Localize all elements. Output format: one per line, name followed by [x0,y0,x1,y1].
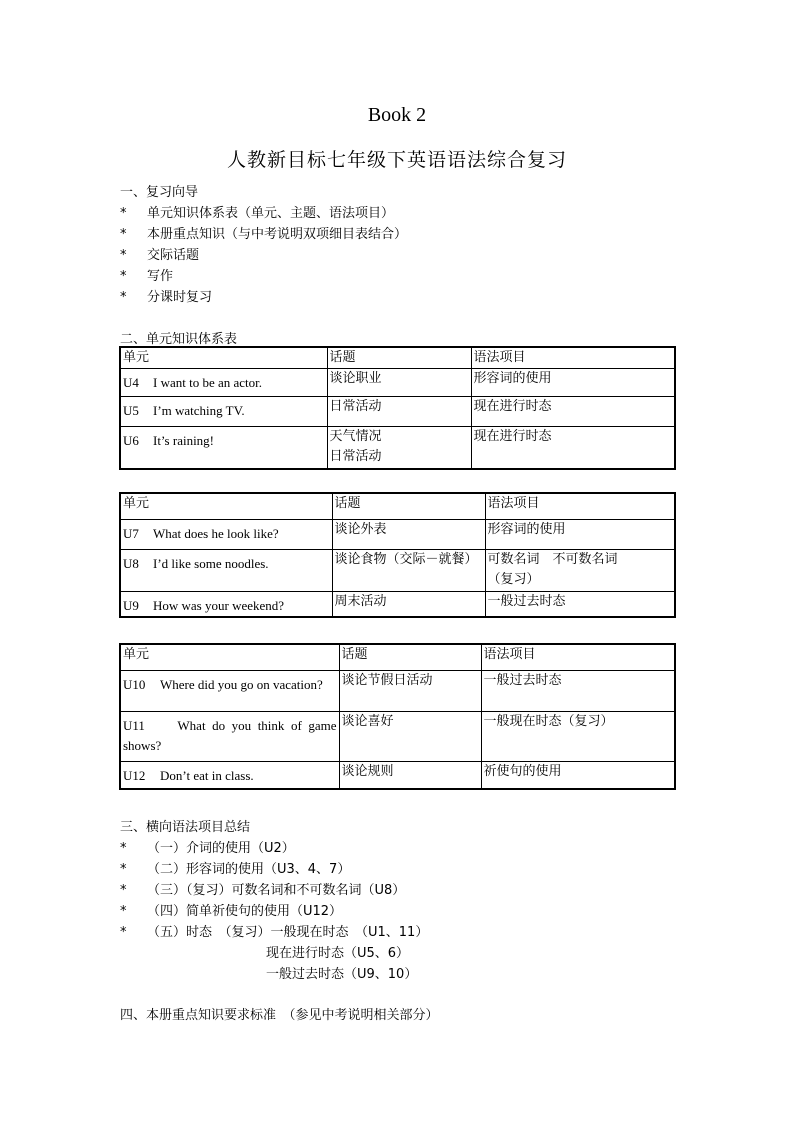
section1-item [120,223,407,242]
section1-heading: 一、复习向导 [120,185,199,200]
table-row [120,519,675,549]
bullet-marker: * [120,841,127,856]
section3-item [120,921,428,940]
section3-item [120,837,295,856]
topic-cell: 周末活动 [332,591,485,617]
unit-cell: U7 What does he look like? [120,519,332,549]
bullet-marker: * [120,248,127,263]
unit-cell: U6 It’s raining! [120,427,327,469]
section1-item [120,202,394,221]
section3-heading: 三、横向语法项目总结 [120,820,251,835]
section2-heading: 二、单元知识体系表 [120,332,238,347]
header-grammar: 语法项目 [485,493,675,519]
bullet-marker: * [120,883,127,898]
table-row [120,711,675,761]
header-grammar: 语法项目 [481,644,675,670]
section1-item-text: 分课时复习 [147,290,213,305]
bullet-marker: * [120,227,127,242]
unit-cell: U12 Don’t eat in class. [120,761,339,789]
section3-item [120,900,342,919]
section1-item-text: 交际话题 [147,248,200,263]
header-unit: 单元 [120,493,332,519]
unit-table-1 [119,346,676,470]
section1-item-text: 写作 [147,269,174,284]
section3-subitem: 现在进行时态（U5、6） [266,946,410,961]
header-topic: 话题 [332,493,485,519]
bullet-marker: * [120,925,127,940]
section3-item-text: （五）时态 （复习）一般现在时态 （U1、11） [147,925,429,940]
topic-cell: 天气情况 日常活动 [327,427,471,469]
section1-item [120,244,199,263]
section3-item-text: （四）简单祈使句的使用（U12） [147,904,343,919]
unit-cell: U4 I want to be an actor. [120,369,327,397]
unit-cell: U8 I’d like some noodles. [120,549,332,591]
topic-cell: 谈论食物（交际－就餐） [332,549,485,591]
grammar-cell: 一般过去时态 [481,670,675,711]
section1-item-text: 本册重点知识（与中考说明双项细目表结合） [147,227,408,242]
table-row [120,670,675,711]
bullet-marker: * [120,206,127,221]
section3-subitem: 一般过去时态（U9、10） [266,967,418,982]
section3-item [120,858,350,877]
topic-cell: 谈论职业 [327,369,471,397]
bullet-marker: * [120,290,127,305]
section4-heading: 四、本册重点知识要求标准 （参见中考说明相关部分） [120,1008,439,1023]
grammar-cell: 一般过去时态 [485,591,675,617]
unit-cell: U11 What do you think of game shows? [120,711,339,761]
section3-item-text: （一）介词的使用（U2） [147,841,295,856]
bullet-marker: * [120,862,127,877]
grammar-cell: 祈使句的使用 [481,761,675,789]
grammar-cell: 现在进行时态 [471,397,675,427]
section3-item-text: （二）形容词的使用（U3、4、7） [147,862,351,877]
document-title-en: Book 2 [367,104,427,126]
table-row [120,369,675,397]
table-row [120,761,675,789]
grammar-cell: 形容词的使用 [471,369,675,397]
section1-item-text: 单元知识体系表（单元、主题、语法项目） [147,206,395,221]
section1-item [120,265,173,284]
table-row [120,397,675,427]
header-unit: 单元 [120,347,327,369]
table-row [120,427,675,469]
topic-cell: 谈论外表 [332,519,485,549]
document-title-zh: 人教新目标七年级下英语语法综合复习 [226,149,567,171]
topic-cell: 谈论喜好 [339,711,481,761]
grammar-cell: 一般现在时态（复习） [481,711,675,761]
header-topic: 话题 [339,644,481,670]
table-row [120,591,675,617]
grammar-cell: 可数名词 不可数名词 （复习） [485,549,675,591]
table-header-row [120,493,675,519]
section3-item [120,879,405,898]
grammar-cell: 形容词的使用 [485,519,675,549]
table-row [120,549,675,591]
table-header-row [120,347,675,369]
section3-item-text: （三）（复习）可数名词和不可数名词（U8） [147,883,406,898]
unit-table-2 [119,492,676,618]
unit-cell: U5 I’m watching TV. [120,397,327,427]
bullet-marker: * [120,269,127,284]
grammar-cell: 现在进行时态 [471,427,675,469]
topic-cell: 谈论节假日活动 [339,670,481,711]
unit-table-3 [119,643,676,790]
unit-cell: U10 Where did you go on vacation? [120,670,339,711]
topic-cell: 谈论规则 [339,761,481,789]
header-topic: 话题 [327,347,471,369]
bullet-marker: * [120,904,127,919]
unit-cell: U9 How was your weekend? [120,591,332,617]
section1-item [120,286,212,305]
topic-cell: 日常活动 [327,397,471,427]
header-grammar: 语法项目 [471,347,675,369]
header-unit: 单元 [120,644,339,670]
table-header-row [120,644,675,670]
